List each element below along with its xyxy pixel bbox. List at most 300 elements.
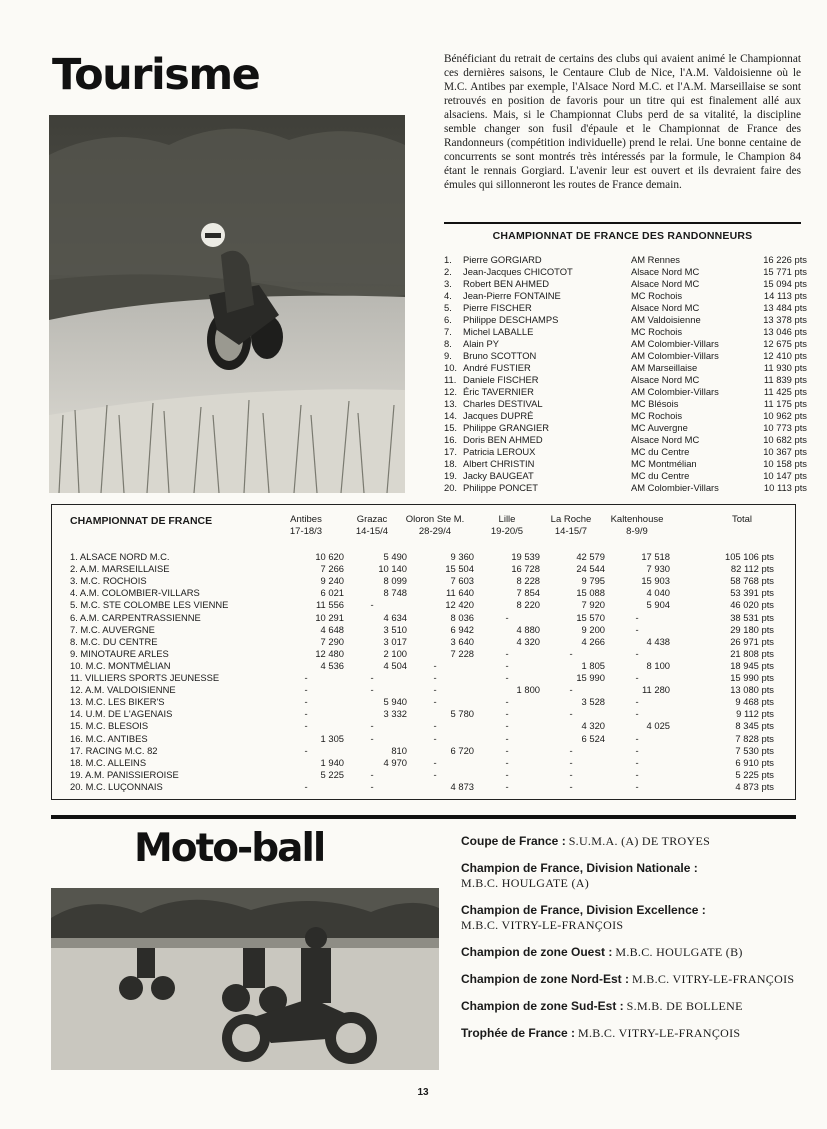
club-name: 10. M.C. MONTMÉLIAN bbox=[70, 659, 171, 671]
score-cell: 4 320 bbox=[581, 720, 605, 732]
club-name: MC du Centre bbox=[631, 470, 690, 481]
section-title-motoball: Moto-ball bbox=[134, 826, 325, 871]
section-divider bbox=[444, 222, 801, 224]
championnat-title: CHAMPIONNAT DE FRANCE bbox=[70, 515, 213, 527]
club-name: 3. M.C. ROCHOIS bbox=[70, 575, 147, 587]
score-cell: - bbox=[433, 732, 437, 744]
score-cell: 7 228 bbox=[450, 647, 474, 659]
rank: 20. bbox=[444, 482, 458, 493]
result-label: Champion de zone Ouest : bbox=[461, 945, 613, 959]
score-cell: 3 528 bbox=[581, 696, 605, 708]
score-cell: - bbox=[433, 672, 437, 683]
score-cell: - bbox=[635, 780, 639, 792]
score-cell: - bbox=[505, 611, 509, 623]
score-cell: 10 140 bbox=[378, 563, 407, 575]
randonneur-row bbox=[444, 266, 807, 278]
points: 16 226 pts bbox=[763, 254, 807, 265]
score-cell: - bbox=[569, 780, 573, 792]
score-cell: 4 536 bbox=[320, 659, 344, 671]
score-cell: 11 556 bbox=[316, 599, 344, 611]
motoball-result bbox=[461, 861, 801, 891]
score-cell: 8 100 bbox=[646, 659, 670, 671]
rider-name: Patricia LEROUX bbox=[463, 446, 536, 457]
section-title-tourisme: Tourisme bbox=[52, 50, 260, 100]
score-cell: - bbox=[433, 659, 437, 671]
score-cell: 4 504 bbox=[383, 659, 407, 671]
score-cell: - bbox=[304, 720, 308, 732]
rank: 12. bbox=[444, 386, 458, 397]
score-cell: 1 305 bbox=[320, 732, 344, 744]
score-cell: 6 942 bbox=[450, 623, 474, 635]
randonneur-row bbox=[444, 398, 807, 410]
table-row bbox=[70, 757, 790, 769]
column-date: 19-20/5 bbox=[490, 526, 524, 537]
score-cell: - bbox=[304, 672, 308, 683]
rank: 13. bbox=[444, 398, 458, 409]
score-cell: - bbox=[433, 756, 437, 768]
randonneurs-list bbox=[444, 254, 807, 494]
rank: 16. bbox=[444, 434, 458, 445]
club-name: 11. VILLIERS SPORTS JEUNESSE bbox=[70, 672, 220, 683]
score-cell: - bbox=[635, 672, 639, 683]
score-cell: - bbox=[635, 647, 639, 659]
club-name: 6. A.M. CARPENTRASSIENNE bbox=[70, 611, 201, 623]
total-cell: 18 945 pts bbox=[730, 659, 774, 671]
rider-name: Charles DESTIVAL bbox=[463, 398, 543, 409]
club-name: AM Marseillaise bbox=[631, 362, 698, 373]
club-name: 12. A.M. VALDOISIENNE bbox=[70, 684, 176, 696]
score-cell: - bbox=[370, 768, 374, 780]
total-cell: 105 106 pts bbox=[725, 551, 774, 562]
randonneur-row bbox=[444, 482, 807, 494]
table-row bbox=[70, 660, 790, 672]
total-cell: 15 990 pts bbox=[730, 672, 774, 683]
score-cell: - bbox=[304, 696, 308, 708]
score-cell: 15 990 bbox=[576, 672, 605, 683]
club-name: 18. M.C. ALLEINS bbox=[70, 756, 147, 768]
score-cell: - bbox=[505, 768, 509, 780]
rank: 1. bbox=[444, 254, 452, 265]
total-cell: 26 971 pts bbox=[730, 635, 774, 647]
rank: 5. bbox=[444, 302, 452, 313]
club-name: AM Colombier-Villars bbox=[631, 386, 719, 397]
points: 10 158 pts bbox=[763, 458, 807, 469]
total-cell: 4 873 pts bbox=[735, 780, 774, 792]
rank: 11. bbox=[444, 374, 457, 385]
column-date: 8-9/9 bbox=[626, 526, 648, 537]
rider-name: Philippe GRANGIER bbox=[463, 422, 549, 433]
motoball-photo bbox=[51, 888, 439, 1070]
score-cell: 3 640 bbox=[450, 635, 474, 647]
rider-name: Philippe DESCHAMPS bbox=[463, 314, 559, 325]
table-row bbox=[70, 720, 790, 732]
rank: 18. bbox=[444, 458, 458, 469]
randonneur-row bbox=[444, 458, 807, 470]
club-name: 1. ALSACE NORD M.C. bbox=[70, 551, 170, 562]
championnat-table bbox=[51, 504, 796, 800]
motorcyclist-photo bbox=[49, 115, 405, 493]
randonneur-row bbox=[444, 290, 807, 302]
table-row bbox=[70, 624, 790, 636]
points: 10 773 pts bbox=[763, 422, 807, 433]
motoball-result bbox=[461, 1026, 801, 1041]
score-cell: - bbox=[370, 732, 374, 744]
score-cell: 6 021 bbox=[320, 587, 344, 599]
score-cell: - bbox=[635, 732, 639, 744]
score-cell: 9 200 bbox=[581, 623, 605, 635]
points: 12 675 pts bbox=[763, 338, 807, 349]
result-value: M.B.C. VITRY-LE-FRANÇOIS bbox=[632, 972, 795, 986]
column-venue: Grazac bbox=[356, 514, 388, 525]
score-cell: - bbox=[569, 708, 573, 720]
score-cell: 9 240 bbox=[320, 575, 344, 587]
total-cell: 6 910 pts bbox=[735, 756, 774, 768]
column-venue: Antibes bbox=[290, 514, 322, 525]
rank: 3. bbox=[444, 278, 452, 289]
score-cell: 8 220 bbox=[516, 599, 540, 611]
total-cell: 58 768 pts bbox=[730, 575, 774, 587]
table-row bbox=[70, 684, 790, 696]
score-cell: - bbox=[505, 708, 509, 720]
score-cell: - bbox=[505, 732, 509, 744]
score-cell: 4 634 bbox=[383, 611, 407, 623]
total-cell: 82 112 pts bbox=[730, 563, 774, 575]
table-row bbox=[70, 648, 790, 660]
club-name: MC Rochois bbox=[631, 326, 683, 337]
club-name: MC Rochois bbox=[631, 410, 683, 421]
club-name: 14. U.M. DE L'AGENAIS bbox=[70, 708, 173, 720]
motoball-result bbox=[461, 972, 801, 987]
randonneur-row bbox=[444, 362, 807, 374]
rider-name: Jacques DUPRÉ bbox=[463, 410, 534, 421]
score-cell: - bbox=[635, 623, 639, 635]
randonneur-row bbox=[444, 278, 807, 290]
club-name: 19. A.M. PANISSIEROISE bbox=[70, 768, 179, 780]
points: 13 484 pts bbox=[763, 302, 807, 313]
rider-name: André FUSTIER bbox=[463, 362, 531, 373]
score-cell: 7 854 bbox=[516, 587, 540, 599]
score-cell: - bbox=[635, 744, 639, 756]
randonneur-row bbox=[444, 350, 807, 362]
club-name: AM Colombier-Villars bbox=[631, 350, 719, 361]
rider-name: Pierre GORGIARD bbox=[463, 254, 542, 265]
score-cell: 4 025 bbox=[646, 720, 670, 732]
rank: 19. bbox=[444, 470, 458, 481]
column-date: 14-15/7 bbox=[554, 526, 588, 537]
score-cell: 10 291 bbox=[315, 611, 344, 623]
score-cell: 2 100 bbox=[383, 647, 407, 659]
points: 10 682 pts bbox=[763, 434, 807, 445]
score-cell: 8 099 bbox=[383, 575, 407, 587]
score-cell: 8 036 bbox=[450, 611, 474, 623]
points: 10 367 pts bbox=[763, 446, 807, 457]
score-cell: 5 490 bbox=[383, 551, 407, 562]
score-cell: - bbox=[505, 672, 509, 683]
club-name: Alsace Nord MC bbox=[631, 278, 700, 289]
total-cell: 7 530 pts bbox=[735, 744, 774, 756]
column-header bbox=[479, 514, 535, 538]
score-cell: - bbox=[370, 780, 374, 792]
total-cell: 53 391 pts bbox=[730, 587, 774, 599]
club-name: AM Rennes bbox=[631, 254, 680, 265]
result-value: M.B.C. VITRY-LE-FRANÇOIS bbox=[578, 1026, 741, 1040]
motoball-result bbox=[461, 834, 801, 849]
score-cell: - bbox=[569, 756, 573, 768]
club-name: 9. MINOTAURE ARLES bbox=[70, 647, 169, 659]
result-value: M.B.C. VITRY-LE-FRANÇOIS bbox=[461, 918, 624, 932]
column-header bbox=[395, 514, 475, 538]
points: 11 425 pts bbox=[763, 386, 807, 397]
column-header bbox=[276, 514, 336, 538]
score-cell: - bbox=[433, 696, 437, 708]
club-name: Alsace Nord MC bbox=[631, 302, 700, 313]
score-cell: - bbox=[635, 768, 639, 780]
score-cell: 7 930 bbox=[646, 563, 670, 575]
score-cell: 15 088 bbox=[576, 587, 605, 599]
table-row bbox=[70, 696, 790, 708]
total-cell: 7 828 pts bbox=[735, 732, 774, 744]
table-row bbox=[70, 551, 790, 563]
club-name: 8. M.C. DU CENTRE bbox=[70, 635, 158, 647]
score-cell: - bbox=[505, 756, 509, 768]
points: 12 410 pts bbox=[763, 350, 807, 361]
score-cell: 11 640 bbox=[446, 587, 474, 599]
rider-name: Robert BEN AHMED bbox=[463, 278, 549, 289]
score-cell: 15 504 bbox=[445, 563, 474, 575]
score-cell: 7 290 bbox=[320, 635, 344, 647]
score-cell: 4 438 bbox=[646, 635, 670, 647]
score-cell: - bbox=[433, 768, 437, 780]
score-cell: 810 bbox=[391, 744, 407, 756]
score-cell: 16 728 bbox=[511, 563, 540, 575]
club-name: AM Valdoisienne bbox=[631, 314, 701, 325]
points: 13 046 pts bbox=[763, 326, 807, 337]
rank: 9. bbox=[444, 350, 452, 361]
score-cell: 4 873 bbox=[450, 780, 474, 792]
column-date: 14-15/4 bbox=[355, 526, 389, 537]
total-cell: 13 080 pts bbox=[730, 684, 774, 696]
rank: 2. bbox=[444, 266, 452, 277]
score-cell: 5 940 bbox=[383, 696, 407, 708]
randonneur-row bbox=[444, 422, 807, 434]
club-name: MC du Centre bbox=[631, 446, 690, 457]
score-cell: 24 544 bbox=[576, 563, 605, 575]
score-cell: 8 228 bbox=[516, 575, 540, 587]
result-value: S.M.B. DE BOLLENE bbox=[626, 999, 743, 1013]
score-cell: - bbox=[505, 696, 509, 708]
score-cell: 10 620 bbox=[315, 551, 344, 562]
points: 10 113 pts bbox=[763, 482, 807, 493]
column-venue: Total bbox=[731, 514, 753, 525]
score-cell: 4 648 bbox=[320, 623, 344, 635]
score-cell: - bbox=[304, 744, 308, 756]
randonneur-row bbox=[444, 254, 807, 266]
result-label: Coupe de France : bbox=[461, 834, 566, 848]
rank: 8. bbox=[444, 338, 452, 349]
column-header bbox=[717, 514, 767, 526]
club-name: 2. A.M. MARSEILLAISE bbox=[70, 563, 170, 575]
randonneurs-standings bbox=[444, 222, 807, 494]
rank: 14. bbox=[444, 410, 458, 421]
motoball-result bbox=[461, 945, 801, 960]
score-cell: 4 320 bbox=[516, 635, 540, 647]
club-name: 7. M.C. AUVERGNE bbox=[70, 623, 155, 635]
rank: 17. bbox=[444, 446, 458, 457]
score-cell: - bbox=[505, 720, 509, 732]
score-cell: 3 332 bbox=[383, 708, 407, 720]
motoball-result bbox=[461, 999, 801, 1014]
rider-name: Albert CHRISTIN bbox=[463, 458, 535, 469]
score-cell: - bbox=[569, 684, 573, 696]
table-row bbox=[70, 672, 790, 684]
total-cell: 21 808 pts bbox=[730, 647, 774, 659]
score-cell: - bbox=[370, 672, 374, 683]
table-row bbox=[70, 745, 790, 757]
table-row bbox=[70, 587, 790, 599]
table-row bbox=[70, 769, 790, 781]
column-header bbox=[538, 514, 604, 538]
motoball-result bbox=[461, 903, 801, 933]
result-value: S.U.M.A. (A) DE TROYES bbox=[568, 834, 711, 848]
randonneur-row bbox=[444, 386, 807, 398]
club-name: MC Montmélian bbox=[631, 458, 697, 469]
score-cell: 4 266 bbox=[581, 635, 605, 647]
score-cell: 7 266 bbox=[320, 563, 344, 575]
score-cell: 6 720 bbox=[450, 744, 474, 756]
score-cell: - bbox=[304, 684, 308, 696]
score-cell: - bbox=[370, 684, 374, 696]
score-cell: - bbox=[304, 780, 308, 792]
score-cell: 4 880 bbox=[516, 623, 540, 635]
table-row bbox=[70, 612, 790, 624]
club-name: 13. M.C. LES BIKER'S bbox=[70, 696, 165, 708]
score-cell: - bbox=[370, 720, 374, 732]
rank: 15. bbox=[444, 422, 458, 433]
club-name: AM Colombier-Villars bbox=[631, 338, 719, 349]
score-cell: 4 970 bbox=[383, 756, 407, 768]
result-value: M.B.C. HOULGATE (A) bbox=[461, 876, 590, 890]
club-name: Alsace Nord MC bbox=[631, 374, 700, 385]
score-cell: 9 360 bbox=[450, 551, 474, 562]
randonneur-row bbox=[444, 374, 807, 386]
rider-name: Philippe PONCET bbox=[463, 482, 539, 493]
club-name: MC Auvergne bbox=[631, 422, 688, 433]
score-cell: 1 940 bbox=[320, 756, 344, 768]
score-cell: - bbox=[635, 696, 639, 708]
randonneur-row bbox=[444, 410, 807, 422]
table-row bbox=[70, 708, 790, 720]
rider-name: Jean-Pierre FONTAINE bbox=[463, 290, 561, 301]
rider-name: Doris BEN AHMED bbox=[463, 434, 543, 445]
points: 10 147 pts bbox=[763, 470, 807, 481]
club-name: 4. A.M. COLOMBIER-VILLARS bbox=[70, 587, 200, 599]
rank: 7. bbox=[444, 326, 452, 337]
score-cell: 12 420 bbox=[445, 599, 474, 611]
score-cell: 3 510 bbox=[383, 623, 407, 635]
score-cell: 7 920 bbox=[581, 599, 605, 611]
result-label: Trophée de France : bbox=[461, 1026, 576, 1040]
club-name: MC Blésois bbox=[631, 398, 679, 409]
randonneur-row bbox=[444, 434, 807, 446]
result-label: Champion de zone Sud-Est : bbox=[461, 999, 624, 1013]
rider-name: Jacky BAUGEAT bbox=[463, 470, 534, 481]
column-venue: Kaltenhouse bbox=[610, 514, 664, 525]
score-cell: - bbox=[505, 647, 509, 659]
table-row bbox=[70, 733, 790, 745]
score-cell: - bbox=[505, 659, 509, 671]
motoball-results bbox=[461, 834, 801, 1053]
rider-name: Pierre FISCHER bbox=[463, 302, 532, 313]
points: 11 175 pts bbox=[763, 398, 807, 409]
score-cell: 4 040 bbox=[646, 587, 670, 599]
column-venue: Lille bbox=[498, 514, 516, 525]
table-row bbox=[70, 781, 790, 793]
score-cell: 15 570 bbox=[576, 611, 605, 623]
club-name: Alsace Nord MC bbox=[631, 434, 700, 445]
result-value: M.B.C. HOULGATE (B) bbox=[615, 945, 743, 959]
club-name: AM Colombier-Villars bbox=[631, 482, 719, 493]
rank: 6. bbox=[444, 314, 452, 325]
score-cell: - bbox=[505, 744, 509, 756]
rider-name: Alain PY bbox=[463, 338, 499, 349]
table-row bbox=[70, 575, 790, 587]
score-cell: 12 480 bbox=[315, 647, 344, 659]
randonneur-row bbox=[444, 470, 807, 482]
randonneur-row bbox=[444, 338, 807, 350]
table-row bbox=[70, 599, 790, 611]
total-cell: 38 531 pts bbox=[730, 611, 774, 623]
total-cell: 5 225 pts bbox=[735, 768, 774, 780]
club-name: 16. M.C. ANTIBES bbox=[70, 732, 148, 744]
score-cell: - bbox=[569, 768, 573, 780]
randonneurs-title: CHAMPIONNAT DE FRANCE DES RANDONNEURS bbox=[492, 230, 753, 242]
score-cell: 5 904 bbox=[646, 599, 670, 611]
score-cell: 1 800 bbox=[516, 684, 540, 696]
score-cell: - bbox=[569, 647, 573, 659]
score-cell: 5 780 bbox=[450, 708, 474, 720]
randonneur-row bbox=[444, 446, 807, 458]
score-cell: 1 805 bbox=[581, 659, 605, 671]
score-cell: 15 903 bbox=[641, 575, 670, 587]
intro-paragraph: Bénéficiant du retrait de certains des clubs qui avaient animé le Championnat ces dernières saisons, le Centaure Club de Nice, l'A.M. Valdoisienne où le M.C. Antibes par exemple, l'Alsace Nord M.C. et l'A.M. Marseillaise se sont retrouvés en position de favoris pour un titre qui est finalement allé aux alsaciens. Mais, si le Championnat Clubs perd de sa vitalité, la discipline semble changer son fusil d'épaule et le Championnat de France des Randonneurs (compétition individuelle) prend le relai. Une bonne centaine de concurrents se sont montrés très intéressés par la formule, le Champion 84 étant le rennais Gorgiard. L'avenir leur est ouvert et ils devraient faire des émules qui sillonneront les routes de France demain. bbox=[444, 53, 801, 191]
score-cell: 11 280 bbox=[642, 684, 670, 696]
points: 10 962 pts bbox=[763, 410, 807, 421]
score-cell: - bbox=[635, 708, 639, 720]
column-venue: La Roche bbox=[550, 514, 592, 525]
score-cell: 17 518 bbox=[641, 551, 670, 562]
points: 13 378 pts bbox=[763, 314, 807, 325]
points: 15 771 pts bbox=[763, 266, 807, 277]
score-cell: - bbox=[370, 599, 374, 611]
total-cell: 9 112 pts bbox=[736, 708, 774, 720]
result-label: Champion de France, Division Excellence : bbox=[461, 903, 706, 917]
score-cell: 5 225 bbox=[320, 768, 344, 780]
total-cell: 9 468 pts bbox=[735, 696, 774, 708]
rider-name: Michel LABALLE bbox=[463, 326, 534, 337]
score-cell: - bbox=[569, 744, 573, 756]
club-name: 5. M.C. STE COLOMBE LES VIENNE bbox=[70, 599, 229, 611]
club-name: 17. RACING M.C. 82 bbox=[70, 744, 158, 756]
column-header bbox=[602, 514, 672, 538]
points: 11 930 pts bbox=[763, 362, 807, 373]
score-cell: 9 795 bbox=[581, 575, 605, 587]
rider-name: Jean-Jacques CHICOTOT bbox=[463, 266, 573, 277]
table-row bbox=[70, 636, 790, 648]
score-cell: 3 017 bbox=[383, 635, 407, 647]
points: 14 113 pts bbox=[763, 290, 807, 301]
rank: 10. bbox=[444, 362, 458, 373]
randonneur-row bbox=[444, 326, 807, 338]
